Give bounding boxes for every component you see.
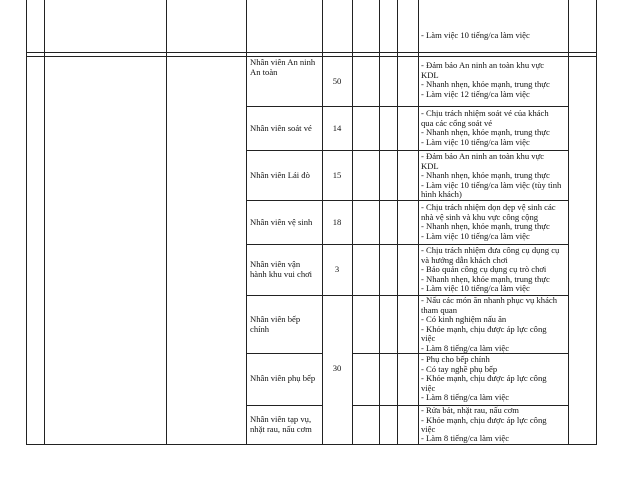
duty-line: - Có tay nghề phụ bếp — [421, 363, 498, 374]
duty-line: - Làm 8 tiếng/ca làm việc — [421, 433, 510, 444]
duty-line: nhà vệ sinh và khu vực công cộng — [421, 211, 539, 222]
duty-line: và hướng dẫn khách chơi — [421, 254, 508, 265]
duty-line: việc — [421, 424, 436, 435]
table-rule — [568, 0, 569, 445]
position-name: Nhân viên bếp — [250, 314, 301, 324]
quantity: 14 — [332, 123, 342, 133]
table-rule — [246, 0, 247, 445]
duty-line: - Có kinh nghiệm nấu ăn — [421, 314, 507, 325]
quantity: 30 — [332, 363, 342, 373]
duty-line: - Chịu trách nhiệm soát vé của khách — [421, 108, 549, 118]
duty-line: - Làm 8 tiếng/ca làm việc — [421, 392, 510, 403]
duty-line: - Nhanh nhẹn, khỏe mạnh, trung thực — [421, 127, 550, 138]
table-rule — [26, 0, 27, 445]
duty-line: - Chịu trách nhiệm đưa công cụ dụng cụ — [421, 245, 560, 255]
duty-line: - Nhanh nhẹn, khỏe mạnh, trung thực — [421, 79, 550, 90]
duty-line: - Làm việc 12 tiếng/ca làm việc — [421, 88, 530, 99]
position-name: Nhân viên An ninh — [250, 57, 316, 67]
duty-line: việc — [421, 382, 436, 393]
quantity: 15 — [332, 170, 342, 180]
duty-line: - Khỏe mạnh, chịu được áp lực công — [421, 414, 547, 425]
duty-line: - Chịu trách nhiệm dọn dẹp vệ sinh các — [421, 202, 556, 212]
duty-line: - Khỏe mạnh, chịu được áp lực công — [421, 373, 547, 384]
position-name: hành khu vui chơi — [250, 268, 313, 279]
duty-line: - Bảo quản công cụ dụng cụ trò chơi — [421, 264, 547, 275]
table-rule — [352, 0, 353, 445]
position-name: chính — [250, 323, 270, 334]
table-rule — [418, 0, 419, 445]
table-rule — [596, 0, 597, 445]
table-rule — [246, 200, 568, 201]
duty-line: KDL — [421, 160, 439, 171]
table-rule — [246, 353, 322, 354]
duty-line: - Nhanh nhẹn, khỏe mạnh, trung thực — [421, 273, 550, 284]
duty-line: - Làm việc 10 tiếng/ca làm việc — [421, 136, 530, 147]
duty-line: - Nhanh nhẹn, khỏe mạnh, trung thực — [421, 221, 550, 232]
position-name: nhặt rau, nấu cơm — [250, 423, 312, 434]
table-rule — [246, 405, 322, 406]
duty-line: - Làm việc 10 tiếng/ca làm việc — [421, 230, 530, 241]
position-name: Nhân viên vệ sinh — [250, 217, 313, 227]
table-rule — [26, 444, 597, 445]
duty-line: việc — [421, 333, 436, 344]
table-rule — [26, 52, 597, 53]
quantity: 3 — [334, 264, 340, 274]
duty-line: - Rửa bát, nhặt rau, nấu cơm — [421, 405, 519, 415]
duty-line: - Làm việc 10 tiếng/ca làm việc — [421, 283, 530, 294]
duty-line: - Làm việc 10 tiếng/ca làm việc — [421, 30, 530, 40]
duty-line: KDL — [421, 69, 439, 80]
table-rule — [379, 0, 380, 445]
duty-line: qua các cổng soát vé — [421, 117, 493, 128]
position-name: Nhân viên tạp vụ, — [250, 414, 312, 424]
table-rule — [246, 106, 568, 107]
position-name: An toàn — [250, 66, 278, 77]
table-rule — [44, 0, 45, 445]
quantity: 18 — [332, 217, 342, 227]
position-name: Nhân viên Lái đò — [250, 170, 310, 180]
quantity: 50 — [332, 76, 342, 86]
table-rule — [166, 0, 167, 445]
position-name: Nhân viên phụ bếp — [250, 373, 316, 383]
duty-line: hình khách) — [421, 189, 462, 200]
duty-line: - Đảm bảo An ninh an toàn khu vực — [421, 151, 545, 161]
duty-line: - Làm 8 tiếng/ca làm việc — [421, 343, 510, 353]
table-rule — [397, 0, 398, 445]
duty-line: - Đảm bảo An ninh an toàn khu vực — [421, 60, 545, 70]
duty-line: - Khỏe mạnh, chịu được áp lực công — [421, 323, 547, 334]
duty-line: - Phụ cho bếp chính — [421, 354, 490, 364]
duty-line: tham quan — [421, 304, 458, 315]
duty-line: - Nấu các món ăn nhanh phục vụ khách — [421, 295, 558, 305]
duty-line: - Làm việc 10 tiếng/ca làm việc (tùy tình — [421, 179, 562, 190]
duty-line: - Nhanh nhẹn, khỏe mạnh, trung thực — [421, 170, 550, 181]
position-name: Nhân viên vận — [250, 259, 301, 269]
position-name: Nhân viên soát vé — [250, 123, 312, 133]
